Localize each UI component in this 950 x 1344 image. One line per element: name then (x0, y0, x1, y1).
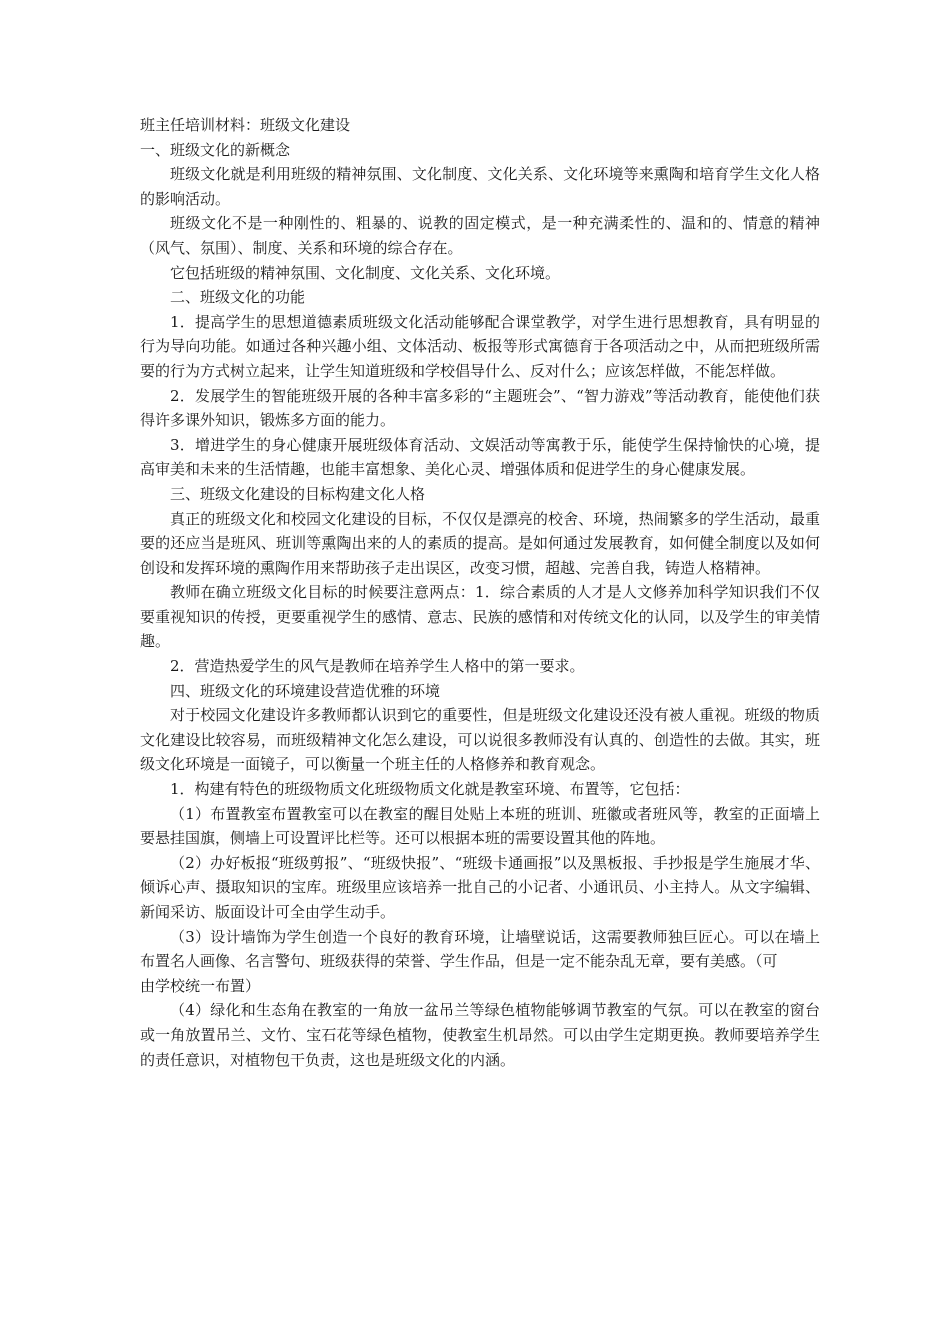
paragraph: （3）设计墙饰为学生创造一个良好的教育环境，让墙壁说话，这需要教师独巨匠心。可以在墙上布置名人画像、名言警句、班级获得的荣誉、学生作品，但是一定不能杂乱无章，要有美感。（可 (140, 927, 820, 971)
paragraph: 1．提高学生的思想道德素质班级文化活动能够配合课堂教学，对学生进行思想教育，具有明显的行为导向功能。如通过各种兴趣小组、文体活动、板报等形式寓德育于各项活动之中，从而把班级所需要的行为方式树立起来，让学生知道班级和学校倡导什么、反对什么；应该怎样做，不能怎样做。 (140, 312, 820, 380)
paragraph: 2．营造热爱学生的风气是教师在培养学生人格中的第一要求。 (170, 657, 585, 676)
paragraph: （4）绿化和生态角在教室的一角放一盆吊兰等绿色植物能够调节教室的气氛。可以在教室的窗台或一角放置吊兰、文竹、宝石花等绿色植物，使教室生机昂然。可以由学生定期更换。教师要培养学生的责任意识，对植物包干负责，这也是班级文化的内涵。 (140, 1001, 820, 1069)
paragraph: 由学校统一布置） (140, 976, 261, 995)
paragraph: （1）布置教室布置教室可以在教室的醒目处贴上本班的班训、班徽或者班风等，教室的正面墙上要悬挂国旗，侧墙上可设置评比栏等。还可以根据本班的需要设置其他的阵地。 (140, 804, 820, 848)
paragraph: 教师在确立班级文化目标的时候要注意两点：1．综合素质的人才是人文修养加科学知识我们不仅要重视知识的传授，更要重视学生的感情、意志、民族的感情和对传统文化的认同，以及学生的审美情趣。 (140, 583, 820, 651)
paragraph-list (140, 138, 820, 1073)
paragraph: 它包括班级的精神氛围、文化制度、文化关系、文化环境。 (170, 263, 561, 282)
paragraph: 2．发展学生的智能班级开展的各种丰富多彩的“主题班会”、“智力游戏”等活动教育，能使他们获得许多课外知识，锻炼多方面的能力。 (140, 386, 820, 430)
paragraph: 真正的班级文化和校园文化建设的目标，不仅仅是漂亮的校舍、环境，热闹繁多的学生活动，最重要的还应当是班风、班训等熏陶出来的人的素质的提高。是如何通过发展教育，如何健全制度以及如何创设和发挥环境的熏陶作用来帮助孩子走出误区，改变习惯，超越、完善自我，铸造人格精神。 (140, 509, 820, 577)
paragraph: 1．构建有特色的班级物质文化班级物质文化就是教室环境、布置等，它包括： (170, 780, 690, 799)
paragraph: 四、班级文化的环境建设营造优雅的环境 (170, 681, 441, 700)
paragraph: 班级文化就是利用班级的精神氛围、文化制度、文化关系、文化环境等来熏陶和培育学生文化人格的影响活动。 (140, 165, 820, 208)
paragraph: 对于校园文化建设许多教师都认识到它的重要性，但是班级文化建设还没有被人重视。班级的物质文化建设比较容易，而班级精神文化怎么建设，可以说很多教师没有认真的、创造性的去做。其实，班级文化环境是一面镜子，可以衡量一个班主任的人格修养和教育观念。 (140, 706, 820, 774)
paragraph: 3．增进学生的身心健康开展班级体育活动、文娱活动等寓教于乐，能使学生保持愉快的心境，提高审美和未来的生活情趣，也能丰富想象、美化心灵、增强体质和促进学生的身心健康发展。 (140, 435, 820, 479)
paragraph: 二、班级文化的功能 (170, 288, 306, 307)
document-title: 班主任培训材料：班级文化建设 (140, 116, 351, 134)
paragraph: 三、班级文化建设的目标构建文化人格 (170, 484, 426, 503)
paragraph: 一、班级文化的新概念 (140, 140, 291, 159)
paragraph: 班级文化不是一种刚性的、粗暴的、说教的固定模式，是一种充满柔性的、温和的、情意的精神（风气、氛围）、制度、关系和环境的综合存在。 (140, 214, 820, 257)
document-body (140, 113, 820, 1072)
paragraph: （2）办好板报“班级剪报”、“班级快报”、“班级卡通画报”以及黑板报、手抄报是学生施展才华、倾诉心声、摄取知识的宝库。班级里应该培养一批自己的小记者、小通讯员、小主持人。从文字编辑、新闻采访、版面设计可全由学生动手。 (140, 853, 820, 921)
